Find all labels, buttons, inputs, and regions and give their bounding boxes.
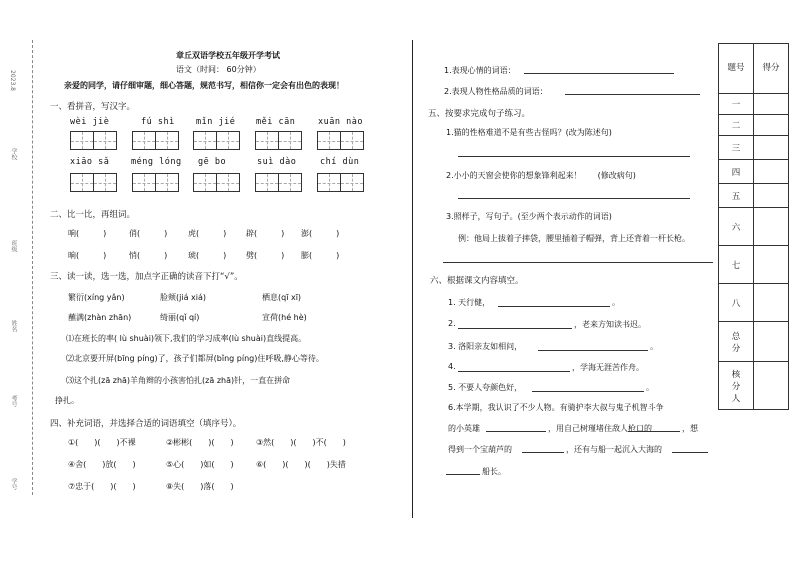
margin-label-student-no: 学号: [10, 478, 17, 490]
answer-line[interactable]: [565, 94, 700, 95]
compare-item: 澎( ): [301, 229, 340, 238]
idiom-item: ①( )( )不裸: [68, 438, 136, 447]
binding-dashed-line: [32, 40, 33, 495]
score-row-label: 七: [719, 246, 754, 284]
score-cell[interactable]: [754, 322, 789, 362]
writing-box[interactable]: [70, 173, 117, 192]
score-cell[interactable]: [754, 246, 789, 284]
margin-label-name: 姓名: [10, 320, 17, 332]
score-row-label: 五: [719, 184, 754, 208]
reading-item: 宣荷(hé hè): [262, 313, 307, 322]
recite-item-3: 3. 洛阳亲友如相问，: [448, 342, 523, 351]
recite-item-4: 4.: [448, 362, 456, 371]
score-row-label: 三: [719, 136, 754, 160]
compare-item: 俏( ): [129, 229, 168, 238]
recite-q6-line4: 船长。: [482, 467, 506, 476]
recite-q6-line3b: ，还有与船一起沉入大海的: [566, 445, 662, 454]
section4-heading: 四、补充词语，并选择合适的词语填空（填序号）。: [50, 419, 242, 429]
idiom-item: ②彬彬( )( ): [166, 438, 234, 447]
margin-label-class: 班级: [10, 240, 17, 252]
exam-subtitle: 语文（时间： 60分钟）: [176, 65, 261, 74]
score-row-label: 六: [719, 208, 754, 246]
answer-line[interactable]: [446, 474, 480, 475]
compare-item: 膨( ): [301, 251, 340, 260]
recite-item-1: 1. 天行健，: [448, 298, 491, 307]
writing-box[interactable]: [255, 131, 302, 150]
answer-line[interactable]: [628, 431, 680, 432]
idiom-item: ⑦忠于( )( ): [68, 482, 136, 491]
section3-heading: 三、读一读，选一选，加点字正确的读音下打“√”。: [50, 272, 243, 282]
greeting: 亲爱的同学，请仔细审题，细心答题，规范书写，相信你一定会有出色的表现！: [64, 81, 344, 90]
score-header-score: 得分: [754, 44, 789, 94]
sentence-q3: 3.照样子，写句子。(至少两个表示动作的词语): [446, 212, 612, 221]
score-cell[interactable]: [754, 160, 789, 184]
answer-line[interactable]: [522, 452, 564, 453]
answer-line[interactable]: [524, 73, 674, 74]
recite-item-5: 5. 不要人夸颜色好，: [448, 383, 523, 392]
recite-end: 。: [612, 298, 620, 307]
answer-line[interactable]: [458, 198, 690, 199]
recite-q6-line2a: 的小英雄: [448, 424, 480, 433]
pinyin-5: xuān nào: [318, 117, 363, 127]
writing-box[interactable]: [132, 131, 179, 150]
idiom-item: ⑤心( )如( ): [166, 460, 234, 469]
idiom-item: ⑥( )( )( )失措: [256, 460, 346, 469]
reading-item: 蘸满(zhàn zhān): [68, 313, 132, 322]
score-cell[interactable]: [754, 115, 789, 136]
pinyin-8: gē bo: [198, 157, 227, 167]
idiom-item: ⑧失( )落( ): [166, 482, 234, 491]
compare-item: 响( ): [68, 229, 107, 238]
compare-item: 虎( ): [188, 229, 227, 238]
idiom-item: ④舍( )放( ): [68, 460, 136, 469]
answer-line[interactable]: [532, 391, 644, 392]
writing-box[interactable]: [193, 173, 240, 192]
compare-item: 悄( ): [129, 251, 168, 260]
section6-heading: 六、根据课文内容填空。: [430, 276, 524, 286]
writing-box[interactable]: [317, 173, 364, 192]
pinyin-6: xiāo sǎ: [70, 157, 110, 167]
score-header-question: 题号: [719, 44, 754, 94]
pinyin-1: wèi jiè: [70, 117, 110, 127]
compare-item: 晌( ): [68, 251, 107, 260]
margin-label-school: 学校: [10, 148, 17, 160]
recite-item-2: 2.: [448, 319, 456, 328]
section5-heading: 五、按要求完成句子练习。: [428, 109, 531, 119]
pinyin-2: fú shì: [141, 117, 175, 127]
reading-item: 繁衍(xíng yǎn): [68, 293, 125, 302]
reading-sentence-2: ⑵北京要开屏(bīng píng)了，孩子们都屏(bǐng píng)住呼吸,静心等待。: [66, 354, 324, 363]
answer-line[interactable]: [458, 328, 572, 329]
score-cell[interactable]: [754, 208, 789, 246]
recite-q6-line3a: 得到一个宝葫芦的: [448, 445, 512, 454]
recite-item-2-tail: ，老来方知读书迟。: [574, 320, 646, 329]
reading-item: 栖息(qī xī): [262, 293, 302, 302]
answer-line[interactable]: [486, 431, 546, 432]
margin-label-exam-no: 考号: [10, 395, 17, 407]
recite-q6-line2c: ，想: [682, 424, 698, 433]
exam-title: 章丘双语学校五年级开学考试: [176, 51, 280, 60]
word-q2: 2.表现人物性格品质的词语：: [444, 87, 548, 96]
pinyin-7: méng lóng: [131, 157, 182, 167]
score-row-label: 二: [719, 115, 754, 136]
compare-item: 琥( ): [188, 251, 227, 260]
idiom-item: ③然( )( )不( ): [256, 438, 346, 447]
recite-end: 。: [650, 342, 658, 351]
page-divider: [412, 40, 413, 518]
answer-line[interactable]: [458, 156, 690, 157]
answer-line[interactable]: [458, 371, 570, 372]
score-row-label: 八: [719, 284, 754, 322]
section1-heading: 一、看拼音，写汉字。: [50, 102, 136, 112]
reading-item: 脸颊(jiá xiá): [160, 293, 206, 302]
sentence-example: 例：他局上拔着子摔袋，腰里插着子帽弹，背上还背着一杆长枪。: [458, 234, 690, 243]
answer-line[interactable]: [538, 350, 648, 351]
word-q1: 1.表现心情的词语：: [444, 66, 516, 75]
pinyin-3: mǐn jié: [196, 117, 236, 127]
compare-item: 劈( ): [246, 251, 285, 260]
writing-box[interactable]: [193, 131, 240, 150]
pinyin-10: chí dùn: [320, 157, 360, 167]
writing-box[interactable]: [132, 173, 179, 192]
recite-item-4-tail: ，学海无涯苦作舟。: [572, 363, 644, 372]
score-row-label: 一: [719, 94, 754, 115]
writing-box[interactable]: [255, 173, 302, 192]
recite-end: 。: [646, 383, 654, 392]
reading-item: 绮丽(qǐ qí): [160, 313, 200, 322]
score-cell[interactable]: [754, 136, 789, 160]
answer-line[interactable]: [443, 262, 713, 263]
score-cell[interactable]: [754, 362, 789, 410]
sentence-q2: 2.小小的天窗会使你的想象锋利起来！ (修改病句): [446, 171, 636, 180]
score-table: [718, 43, 789, 410]
score-row-label: 四: [719, 160, 754, 184]
score-cell[interactable]: [754, 94, 789, 115]
writing-box[interactable]: [317, 131, 364, 150]
writing-box[interactable]: [70, 131, 117, 150]
answer-line[interactable]: [672, 452, 708, 453]
sentence-q1: 1.猫的性格难道不是有些古怪吗？(改为陈述句): [446, 128, 612, 137]
score-cell[interactable]: [754, 184, 789, 208]
reading-sentence-3: ⑶这个扎(zā zhā)羊角辫的小孩害怕扎(zā zhā)针，一直在拼命: [66, 376, 291, 385]
section2-heading: 二、比一比，再组词。: [50, 210, 136, 220]
pinyin-4: měi cān: [256, 117, 296, 127]
recite-q6-line2b: ，用自己树瑾堵住敌人枪口的: [548, 424, 652, 433]
margin-date: 2023.8: [9, 70, 16, 91]
reading-sentence-1: ⑴在班长的率( lù shuài)领下,我们的学习成率(lù shuài)直线提高。: [66, 334, 307, 343]
pinyin-9: suì dào: [257, 157, 297, 167]
compare-item: 辟( ): [246, 229, 285, 238]
recite-q6-line1: 6.本学期，我认识了不少人物。有骑护李大叔与鬼子机智斗争: [448, 403, 664, 412]
score-row-label: 总分: [719, 322, 754, 362]
reading-sentence-3-cont: 挣扎。: [55, 396, 79, 405]
answer-line[interactable]: [498, 306, 610, 307]
score-cell[interactable]: [754, 284, 789, 322]
score-row-label: 核分人: [719, 362, 754, 410]
